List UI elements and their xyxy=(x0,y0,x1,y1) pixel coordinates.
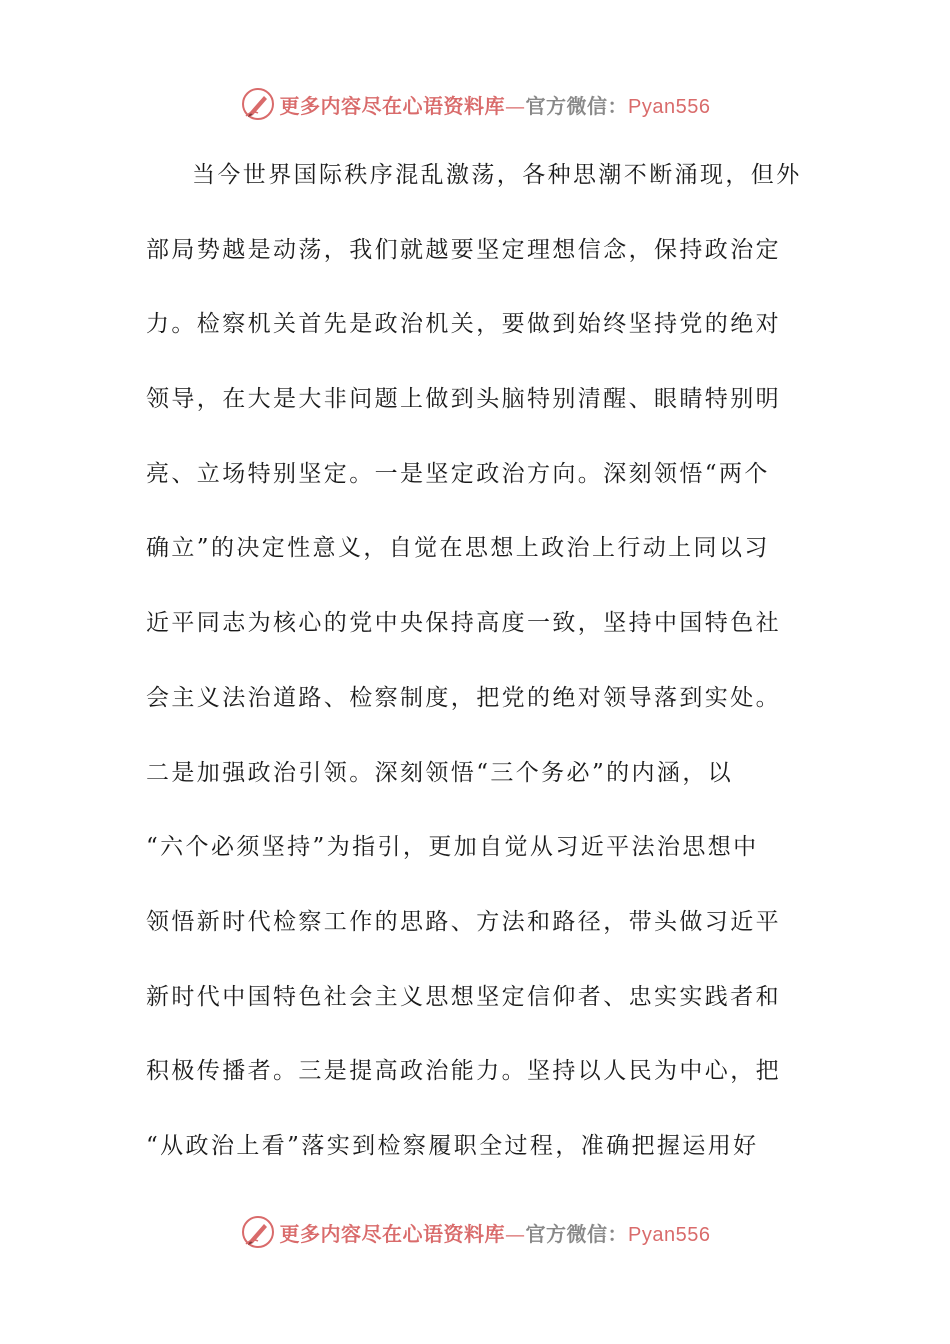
text-line: “六个必须坚持”为指引，更加自觉从习近平法治思想中 xyxy=(146,834,759,861)
banner-wechat-label: 官方微信： xyxy=(525,93,629,118)
text-line: 积极传播者。三是提高政治能力。坚持以人民为中心，把 xyxy=(146,1058,781,1085)
banner-dash: — xyxy=(505,93,526,118)
text-line: 新时代中国特色社会主义思想坚定信仰者、忠实实践者和 xyxy=(146,983,781,1010)
header-banner xyxy=(0,82,950,126)
footer-banner xyxy=(0,1210,950,1254)
text-line: 领悟新时代检察工作的思路、方法和路径，带头做习近平 xyxy=(146,908,781,935)
banner-brand: 更多内容尽在心语资料库 xyxy=(279,93,506,118)
text-line: 近平同志为核心的党中央保持高度一致，坚持中国特色社 xyxy=(146,610,781,637)
text-line: 当今世界国际秩序混乱激荡，各种思潮不断涌现，但外 xyxy=(192,162,802,188)
pen-logo-icon xyxy=(240,86,276,122)
text-line: 二是加强政治引领。深刻领悟“三个务必”的内涵，以 xyxy=(146,759,734,786)
banner-text xyxy=(280,90,711,119)
banner-wechat-id: Pyan556 xyxy=(628,95,711,118)
text-line: 力。检察机关首先是政治机关，要做到始终坚持党的绝对 xyxy=(146,311,781,338)
text-line: 确立”的决定性意义，自觉在思想上政治上行动上同以习 xyxy=(146,535,770,562)
banner-wechat-id: Pyan556 xyxy=(628,1223,711,1246)
banner-wechat-label: 官方微信： xyxy=(525,1221,629,1246)
banner-brand: 更多内容尽在心语资料库 xyxy=(279,1221,506,1246)
banner-dash: — xyxy=(505,1221,526,1246)
text-line: 部局势越是动荡，我们就越要坚定理想信念，保持政治定 xyxy=(146,236,781,263)
text-line: “从政治上看”落实到检察履职全过程，准确把握运用好 xyxy=(146,1132,759,1159)
text-line: 领导，在大是大非问题上做到头脑特别清醒、眼睛特别明 xyxy=(146,386,781,413)
banner-text xyxy=(280,1218,711,1247)
pen-logo-icon xyxy=(240,1214,276,1250)
text-line: 会主义法治道路、检察制度，把党的绝对领导落到实处。 xyxy=(146,684,781,711)
text-line: 亮、立场特别坚定。一是坚定政治方向。深刻领悟“两个 xyxy=(146,460,770,487)
document-body xyxy=(146,138,806,1184)
